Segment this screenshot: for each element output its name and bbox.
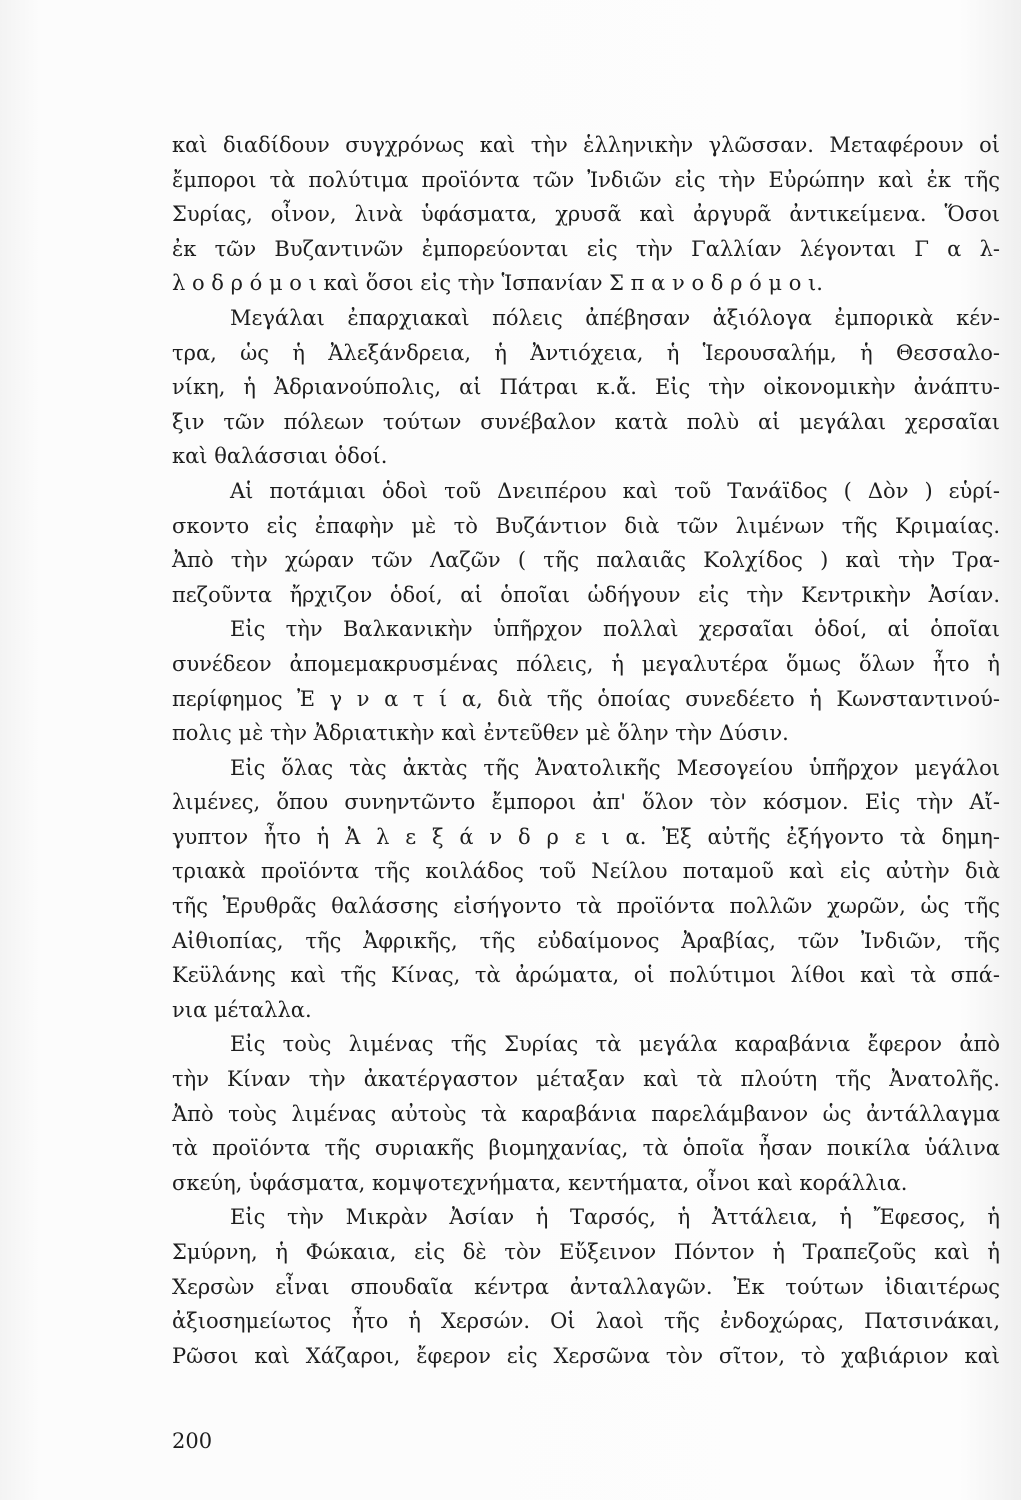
text-line: τὰ προϊόντα τῆς συριακῆς βιομηχανίας, τὰ ὁποῖα ἦσαν ποικίλα ὑάλινα (172, 1136, 1000, 1161)
page-number: 200 (172, 1429, 213, 1453)
text-line: Ἀπὸ τὴν χώραν τῶν Λαζῶν ( τῆς παλαιᾶς Κολχίδος ) καὶ τὴν Τρα- (172, 548, 1000, 573)
text-line: Μεγάλαι ἐπαρχιακαὶ πόλεις ἀπέβησαν ἀξιόλογα ἐμπορικὰ κέν- (230, 305, 1000, 330)
text-line: ξιν τῶν πόλεων τούτων συνέβαλον κατὰ πολὺ αἱ μεγάλαι χερσαῖαι (172, 409, 1000, 434)
text-line: σκεύη, ὑφάσματα, κομψοτεχνήματα, κεντήματα, οἶνοι καὶ κοράλλια. (172, 1170, 908, 1195)
text-line: Κεϋλάνης καὶ τῆς Κίνας, τὰ ἀρώματα, οἱ πολύτιμοι λίθοι καὶ τὰ σπά- (172, 963, 1000, 988)
text-line: νια μέταλλα. (172, 997, 312, 1022)
text-line: Εἰς τὴν Βαλκανικὴν ὑπῆρχον πολλαὶ χερσαῖαι ὁδοί, αἱ ὁποῖαι (230, 617, 1000, 642)
text-line: Σμύρνη, ἡ Φώκαια, εἰς δὲ τὸν Εὔξεινον Πόντον ἡ Τραπεζοῦς καὶ ἡ (172, 1240, 1000, 1264)
text-line: Ρῶσοι καὶ Χάζαροι, ἔφερον εἰς Χερσῶνα τὸν σῖτον, τὸ χαβιάριον καὶ (172, 1343, 1000, 1368)
text-line: λ ο δ ρ ό μ ο ι καὶ ὅσοι εἰς τὴν Ἱσπανίαν Σ π α ν ο δ ρ ό μ ο ι. (172, 271, 823, 296)
text-line: Χερσὼν εἶναι σπουδαῖα κέντρα ἀνταλλαγῶν. Ἐκ τούτων ἰδιαιτέρως (172, 1274, 1000, 1299)
text-line: Αἱ ποτάμιαι ὁδοὶ τοῦ Δνειπέρου καὶ τοῦ Τανάϊδος ( Δὸν ) εὑρί- (230, 478, 1000, 503)
text-line: Εἰς ὅλας τὰς ἀκτὰς τῆς Ἀνατολικῆς Μεσογείου ὑπῆρχον μεγάλοι (230, 755, 1000, 780)
text-line: Αἰθιοπίας, τῆς Ἀφρικῆς, τῆς εὐδαίμονος Ἀραβίας, τῶν Ἰνδιῶν, τῆς (172, 928, 1000, 953)
body-text (172, 128, 1000, 1373)
text-line: Εἰς τὴν Μικρὰν Ἀσίαν ἡ Ταρσός, ἡ Ἀττάλεια, ἡ Ἔφεσος, ἡ (230, 1205, 1000, 1230)
text-line: ἐκ τῶν Βυζαντινῶν ἐμπορεύονται εἰς τὴν Γαλλίαν λέγονται Γ α λ- (172, 236, 1000, 261)
text-line: νίκη, ἡ Ἀδριανούπολις, αἱ Πάτραι κ.ἄ. Εἰς τὴν οἰκονομικὴν ἀνάπτυ- (172, 375, 1000, 400)
text-line: περίφημος Ἐ γ ν α τ ί α, διὰ τῆς ὁποίας συνεδέετο ἡ Κωνσταντινού- (172, 686, 1000, 711)
text-line: τριακὰ προϊόντα τῆς κοιλάδος τοῦ Νείλου ποταμοῦ καὶ εἰς αὐτὴν διὰ (172, 859, 1000, 884)
text-line: συνέδεον ἀπομεμακρυσμένας πόλεις, ἡ μεγαλυτέρα ὅμως ὅλων ἦτο ἡ (172, 651, 1000, 676)
text-line: πολις μὲ τὴν Ἀδριατικὴν καὶ ἐντεῦθεν μὲ ὅλην τὴν Δύσιν. (172, 721, 789, 746)
text-line: τὴν Κίναν τὴν ἀκατέργαστον μέταξαν καὶ τὰ πλούτη τῆς Ἀνατολῆς. (172, 1067, 1000, 1092)
text-line: Ἀπὸ τοὺς λιμένας αὐτοὺς τὰ καραβάνια παρελάμβανον ὡς ἀντάλλαγμα (172, 1101, 1000, 1126)
text-line: λιμένες, ὅπου συνηντῶντο ἔμποροι ἀπ' ὅλον τὸν κόσμον. Εἰς τὴν Αἴ- (172, 790, 1000, 815)
text-line: καὶ διαδίδουν συγχρόνως καὶ τὴν ἑλληνικὴν γλῶσσαν. Μεταφέρουν οἱ (172, 133, 1000, 157)
text-line: τῆς Ἐρυθρᾶς θαλάσσης εἰσήγοντο τὰ προϊόντα πολλῶν χωρῶν, ὡς τῆς (172, 894, 1000, 919)
text-line: Εἰς τοὺς λιμένας τῆς Συρίας τὰ μεγάλα καραβάνια ἔφερον ἀπὸ (230, 1032, 1000, 1057)
text-line: Συρίας, οἶνον, λινὰ ὑφάσματα, χρυσᾶ καὶ ἀργυρᾶ ἀντικείμενα. Ὅσοι (172, 202, 1000, 227)
text-line: πεζοῦντα ἤρχιζον ὁδοί, αἱ ὁποῖαι ὡδήγουν εἰς τὴν Κεντρικὴν Ἀσίαν. (172, 582, 1000, 607)
text-line: γυπτον ἦτο ἡ Ἀ λ ε ξ ά ν δ ρ ε ι α. Ἐξ αὐτῆς ἐξήγοντο τὰ δημη- (172, 824, 1000, 849)
text-line: σκοντο εἰς ἐπαφὴν μὲ τὸ Βυζάντιον διὰ τῶν λιμένων τῆς Κριμαίας. (172, 513, 1000, 538)
text-line: ἀξιοσημείωτος ἦτο ἡ Χερσών. Οἱ λαοὶ τῆς ἐνδοχώρας, Πατσινάκαι, (172, 1309, 1000, 1334)
text-line: καὶ θαλάσσιαι ὁδοί. (172, 444, 388, 469)
text-line: ἔμποροι τὰ πολύτιμα προϊόντα τῶν Ἰνδιῶν εἰς τὴν Εὐρώπην καὶ ἐκ τῆς (172, 167, 1000, 192)
text-line: τρα, ὡς ἡ Ἀλεξάνδρεια, ἡ Ἀντιόχεια, ἡ Ἱερουσαλήμ, ἡ Θεσσαλο- (172, 340, 1000, 365)
